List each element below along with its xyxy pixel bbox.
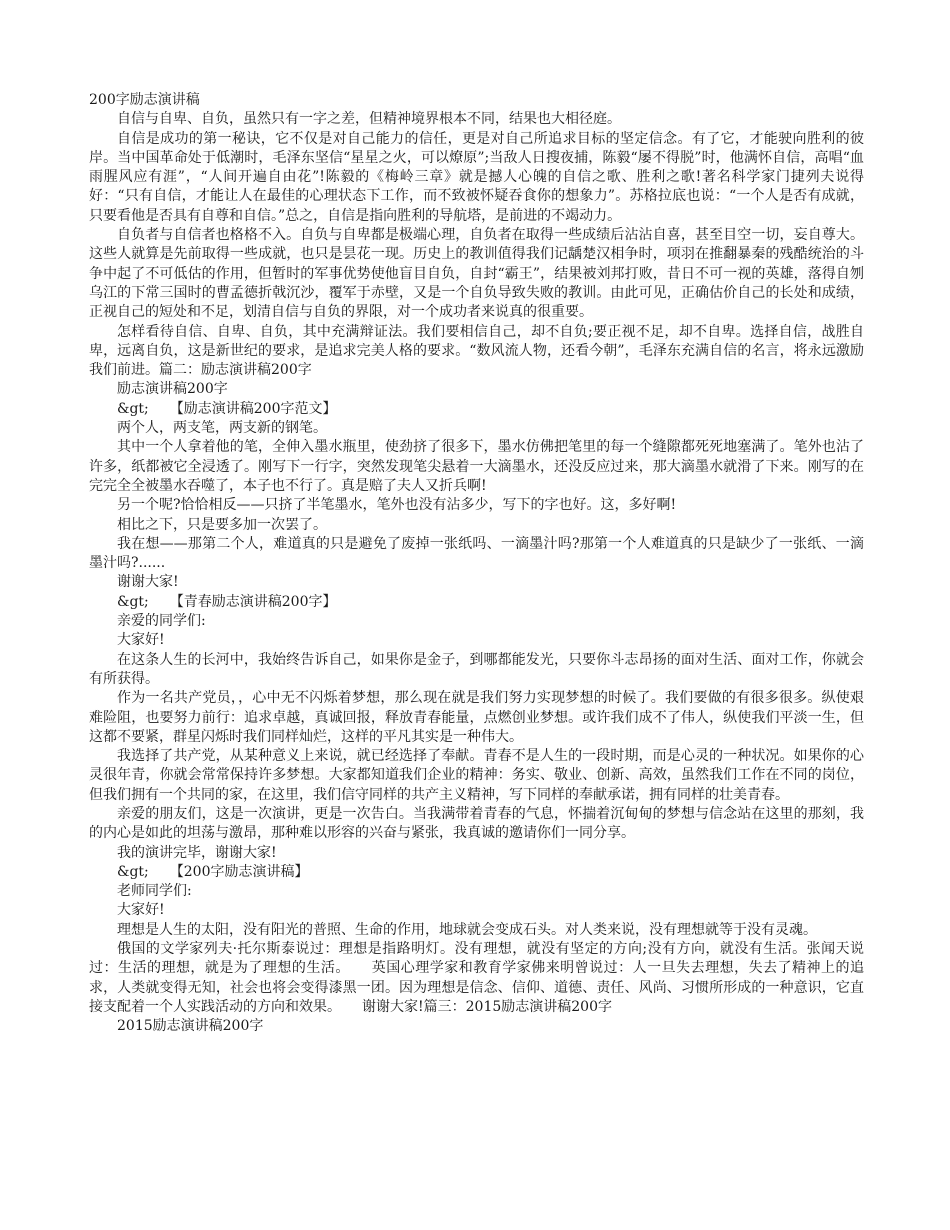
paragraph: 俄国的文学家列夫·托尔斯泰说过：理想是指路明灯。没有理想，就没有坚定的方向;没有方向，就没有生活。张闻天说过：生活的理想，就是为了理想的生活。 英国心理学家和教育学家佛来明曾说过：人一旦失去理想，失去了精神上的追求，人类就变得无知，社会也将会变得漆黑一团。因为理想是信念、信仰、道德、责任、风尚、习惯所形成的一种意识，它直接支配着一个人实践活动的方向和效果。 谢谢大家!篇三：2015励志演讲稿200字 [89, 941, 864, 1015]
section-heading: 励志演讲稿200字 [117, 381, 228, 398]
salutation: 老师同学们: [117, 883, 192, 900]
paragraph: 自负者与自信者也格格不入。自负与自卑都是极端心理，自负者在取得一些成绩后沾沾自喜，甚至目空一切，妄自尊大。这些人就算是先前取得一些成就，也只是昙花一现。历史上的教训值得我们记龋楚汉相争时，项羽在推翻暴秦的残酷统治的斗争中起了不可低估的作用，但暂时的军事优势使他盲目自负，自封“霸王”，结果被刘邦打败，昔日不可一视的英雄，落得自刎乌江的下常三国时的曹孟德折戟沉沙，覆军于赤壁，又是一个自负导致失败的教训。由此可见，正确估价自己的长处和成绩，正视自己的短处和不足，划清自信与自负的界限，对一个成功者来说真的很重要。 [89, 227, 864, 321]
paragraph: 两个人，两支笔，两支新的钢笔。 [117, 420, 327, 437]
paragraph: 作为一名共产党员，，心中无不闪烁着梦想，那么现在就是我们努力实现梦想的时候了。我们要做的有很多很多。纵使艰难险阻，也要努力前行：追求卓越，真诚回报，释放青春能量，点燃创业梦想。或许我们成不了伟人，纵使我们平淡一生，但这都不要紧，群星闪烁时我们同样灿烂，这样的平凡其实是一种伟大。 [89, 690, 864, 745]
section-heading: 2015励志演讲稿200字 [117, 1018, 264, 1035]
salutation: 亲爱的同学们: [117, 613, 206, 630]
paragraph: 相比之下，只是要多加一次罢了。 [117, 516, 327, 533]
greeting: 大家好! [117, 902, 165, 919]
paragraph: 另一个呢?恰恰相反——只挤了半笔墨水，笔外也没有沾多少，写下的字也好。这，多好啊! [117, 497, 677, 514]
paragraph: 我在想——那第二个人，难道真的只是避免了废掉一张纸吗、一滴墨汁吗?那第一个人难道真的只是缺少了一张纸、一滴墨汁吗?...... [89, 535, 864, 572]
section-heading: &gt; 【励志演讲稿200字范文】 [117, 400, 337, 417]
paragraph: 在这条人生的长河中，我始终告诉自己，如果你是金子，到哪都能发光，只要你斗志昂扬的面对生活、面对工作，你就会有所获得。 [89, 651, 864, 687]
document-body [89, 91, 864, 1037]
paragraph: 谢谢大家! [117, 574, 179, 591]
greeting: 大家好! [117, 632, 165, 649]
paragraph: 怎样看待自信、自卑、自负，其中充满辩证法。我们要相信自己，却不自负;要正视不足，却不自卑。选择自信，战胜自卑，远离自负，这是新世纪的要求，是追求完美人格的要求。“数风流人物，还看今朝”，毛泽东充满自信的名言，将永远激励我们前进。篇二：励志演讲稿200字 [89, 323, 864, 379]
paragraph: 亲爱的朋友们，这是一次演讲，更是一次告白。当我满带着青春的气息，怀揣着沉甸甸的梦想与信念站在这里的那刻，我的内心是如此的坦荡与激昂，那种难以形容的兴奋与紧张，我真诚的邀请你们一同分享。 [89, 805, 864, 842]
document-title: 200字励志演讲稿 [89, 92, 200, 108]
paragraph: 我选择了共产党，从某种意义上来说，就已经选择了奉献。青春不是人生的一段时期，而是心灵的一种状况。如果你的心灵很年青，你就会常常保持许多梦想。大家都知道我们企业的精神：务实、敬业、创新、高效，虽然我们工作在不同的岗位，但我们拥有一个共同的家，在这里，我们信守同样的共产主义精神，写下同样的奉献承诺，拥有同样的壮美青春。 [89, 748, 864, 803]
paragraph: 我的演讲完毕，谢谢大家! [117, 844, 277, 861]
paragraph: 理想是人生的太阳，没有阳光的普照、生命的作用，地球就会变成石头。对人类来说，没有理想就等于没有灵魂。 [117, 921, 817, 938]
section-heading: &gt; 【200字励志演讲稿】 [117, 863, 309, 880]
paragraph: 其中一个人拿着他的笔，全伸入墨水瓶里，使劲挤了很多下，墨水仿佛把笔里的每一个缝隙都死死地塞满了。笔外也沾了许多，纸都被它全浸透了。刚写下一行字，突然发现笔尖悬着一大滴墨水，还没反应过来，那大滴墨水就滑了下来。刚写的在完完全全被墨水吞噬了，本子也不行了。真是赔了夫人又折兵啊! [89, 439, 864, 494]
paragraph: 自信是成功的第一秘诀，它不仅是对自己能力的信任，更是对自己所追求目标的坚定信念。有了它，才能驶向胜利的彼岸。当中国革命处于低潮时，毛泽东坚信“星星之火，可以燎原”;当敌人日搜夜捕，陈毅“屡不得脱”时，他满怀自信，高唱“血雨腥风应有涯”，“人间开遍自由花”!陈毅的《梅岭三章》就是撼人心魄的自信之歌、胜利之歌!著名科学家门捷列夫说得好：“只有自信，才能让人在最佳的心理状态下工作，而不致被怀疑吞食你的想象力”。苏格拉底也说：“一个人是否有成就，只要看他是否具有自尊和自信。”总之，自信是指向胜利的导航塔，是前进的不竭动力。 [89, 130, 864, 224]
section-heading: &gt; 【青春励志演讲稿200字】 [117, 593, 337, 610]
paragraph: 自信与自卑、自负，虽然只有一字之差，但精神境界根本不同，结果也大相径庭。 [117, 111, 621, 128]
